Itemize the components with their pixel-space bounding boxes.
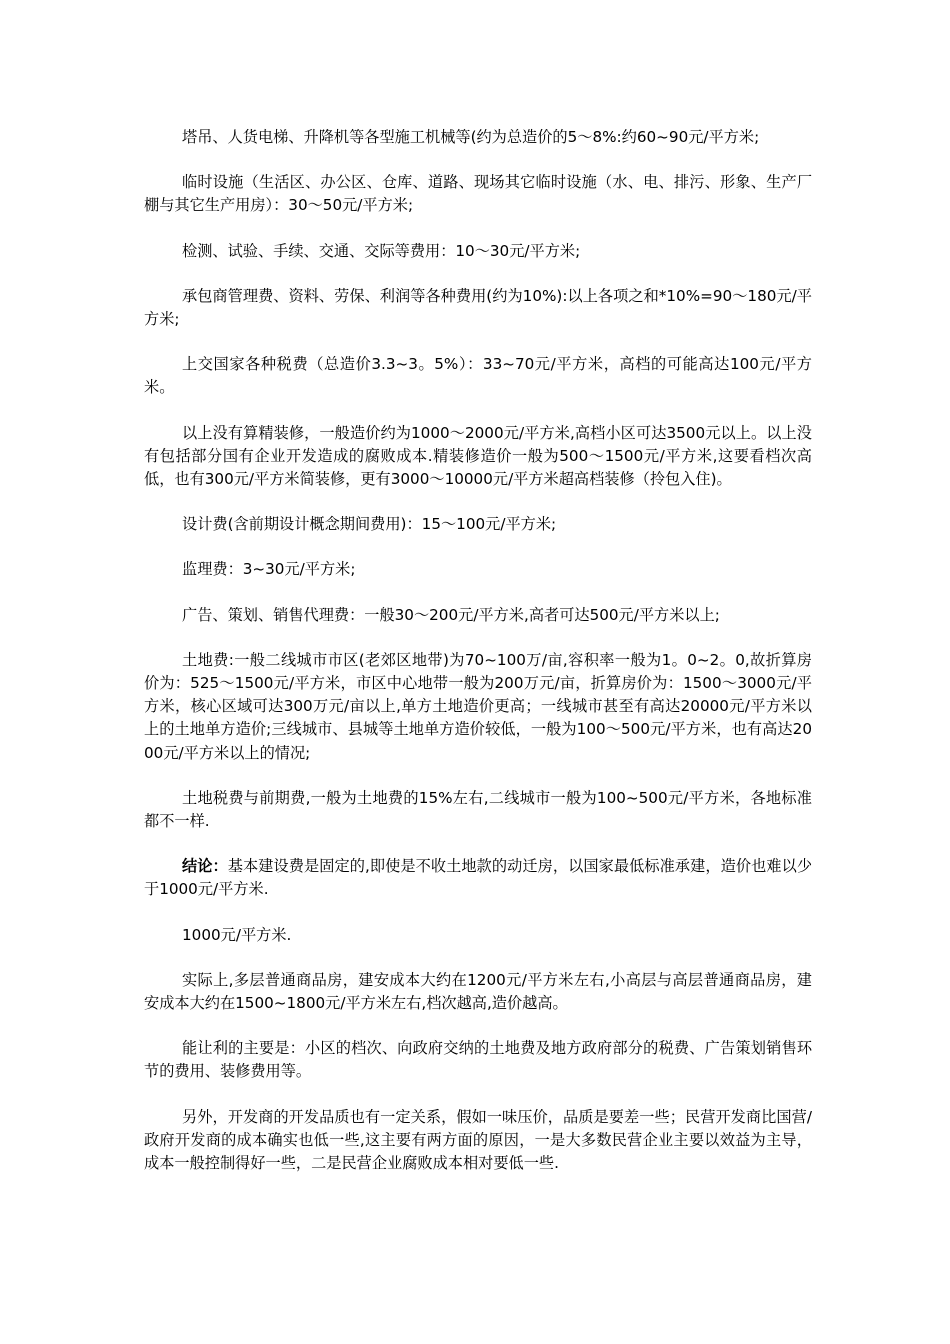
paragraph-text: 能让利的主要是：小区的档次、向政府交纳的土地费及地方政府部分的税费、广告策划销售环节的费用、装修费用等。 (144, 1039, 812, 1081)
paragraph-text: 以上没有算精装修，一般造价约为1000～2000元/平方米,高档小区可达3500元以上。以上没有包括部分国有企业开发造成的腐败成本.精装修造价一般为500～1500元/平方米,这要看档次高低，也有300元/平方米简装修，更有3000～10000元/平方米超高档装修（拎包入住)。 (144, 423, 812, 489)
paragraph-temporary-facilities (144, 171, 812, 217)
paragraph-testing-fees (144, 240, 812, 263)
paragraph-design-fee (144, 513, 812, 536)
paragraph-price-note (144, 924, 812, 947)
conclusion-label: 结论： (182, 857, 228, 876)
paragraph-text: 承包商管理费、资料、劳保、利润等各种费用(约为10%):以上各项之和*10%=90～180元/平方米; (144, 286, 812, 329)
paragraph-construction-cost (144, 969, 812, 1015)
paragraph-text: 监理费：3~30元/平方米; (182, 560, 356, 579)
paragraph-text: 上交国家各种税费（总造价3.3~3。5%）：33~70元/平方米，高档的可能高达100元/平方米。 (144, 355, 812, 397)
paragraph-text: 临时设施（生活区、办公区、仓库、道路、现场其它临时设施（水、电、排污、形象、生产厂棚与其它生产用房）：30～50元/平方米; (144, 173, 812, 215)
paragraph-text: 土地费:一般二线城市市区(老郊区地带)为70~100万/亩,容积率一般为1。0~2。0,故折算房价为：525～1500元/平方米，市区中心地带一般为200万元/亩，折算房价为：1500～3000元/平方米，核心区域可达300万元/亩以上,单方土地造价更高；一线城市甚至有高达20000元/平方米以上的土地单方造价;三线城市、县城等土地单方造价较低，一般为100～500元/平方米，也有高达2000元/平方米以上的情况; (144, 650, 812, 762)
paragraph-text: 基本建设费是固定的,即使是不收土地款的动迁房，以国家最低标准承建，造价也难以少于1000元/平方米. (144, 857, 813, 899)
paragraph-text: 土地税费与前期费,一般为土地费的15%左右,二线城市一般为100~500元/平方米，各地标准都不一样. (144, 788, 812, 831)
document-page (144, 126, 812, 1197)
paragraph-text: 另外，开发商的开发品质也有一定关系，假如一味压价，品质是要差一些；民营开发商比国营/政府开发商的成本确实也低一些,这主要有两方面的原因，一是大多数民营企业主要以效益为主导，成本一般控制得好一些，二是民营企业腐败成本相对要低一些. (144, 1107, 812, 1173)
paragraph-machinery (144, 126, 812, 149)
paragraph-text: 实际上,多层普通商品房，建安成本大约在1200元/平方米左右,小高层与高层普通商品房，建安成本大约在1500~1800元/平方米左右,档次越高,造价越高。 (144, 970, 812, 1013)
paragraph-land-tax (144, 787, 812, 833)
paragraph-text: 设计费(含前期设计概念期间费用)：15～100元/平方米; (182, 515, 557, 534)
paragraph-concessions (144, 1037, 812, 1083)
paragraph-taxes (144, 353, 812, 399)
paragraph-developer-quality (144, 1106, 812, 1176)
paragraph-decoration (144, 422, 812, 492)
paragraph-supervision-fee (144, 558, 812, 581)
paragraph-text: 检测、试验、手续、交通、交际等费用：10～30元/平方米; (182, 241, 581, 260)
paragraph-land-fee (144, 649, 812, 765)
paragraph-contractor-fees (144, 285, 812, 331)
paragraph-text: 广告、策划、销售代理费：一般30～200元/平方米,高者可达500元/平方米以上; (182, 605, 720, 624)
paragraph-text: 塔吊、人货电梯、升降机等各型施工机械等(约为总造价的5～8%:约60~90元/平方米; (182, 128, 760, 146)
paragraph-conclusion (144, 855, 812, 901)
paragraph-text: 1000元/平方米. (182, 925, 292, 944)
paragraph-advertising-fee (144, 604, 812, 627)
